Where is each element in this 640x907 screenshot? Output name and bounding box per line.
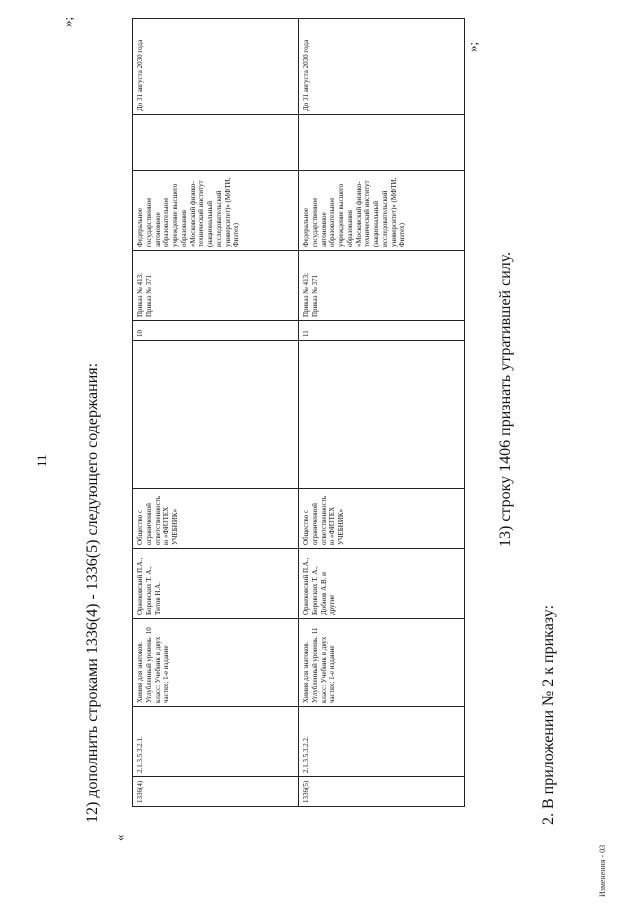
book-grade: 10 [133, 321, 299, 341]
organization: Федеральное государственное автономное образовательное учреждение высшего образования «Московский физико-технический институт (национальный исследовательский университет)» (МФТИ, Физтех) [133, 171, 299, 251]
empty-cell [133, 341, 299, 489]
order-ref: Приказ № 413; Приказ № 371 [133, 251, 299, 321]
empty-cell [299, 341, 465, 489]
validity-term: До 31 августа 2030 года [299, 19, 465, 115]
row-number: 1336(5) [299, 777, 465, 807]
organization: Федеральное государственное автономное образовательное учреждение высшего образования «Московский физико-технический институт (национальный исследовательский университет)» (МФТИ, Физтех) [299, 171, 465, 251]
validity-term: До 31 августа 2030 года [133, 19, 299, 115]
book-authors: Оржековский П.А., Боровских Т. А., Добнов А.В. и другие [299, 549, 465, 619]
amendment-table [132, 18, 465, 807]
book-publisher: Общество с ограниченной ответственностью «ФИЗТЕХ УЧЕБНИК» [299, 489, 465, 549]
book-title: Химия для знатоков. Углубленный уровень. 10 класс: Учебник в двух частях; 1-е издание [133, 619, 299, 707]
order-ref: Приказ № 413; Приказ № 371 [299, 251, 465, 321]
book-grade: 11 [299, 321, 465, 341]
book-title: Химия для знатоков. Углубленный уровень. 11 класс: Учебник в двух частях; 1-е издание [299, 619, 465, 707]
item-2-text: 2. В приложении № 2 к приказу: [540, 604, 557, 825]
empty-cell [133, 115, 299, 171]
row-number: 1336(4) [133, 777, 299, 807]
section-heading-12: 12) дополнить строками 1336(4) - 1336(5) следующего содержания: [84, 362, 101, 823]
table-row [299, 19, 465, 807]
book-authors: Оржековский П.А., Боровских Т. А., Титов Н.А. [133, 549, 299, 619]
footer-note: Изменения - 03 [598, 844, 607, 897]
page-number: 11 [34, 454, 49, 467]
empty-cell [299, 115, 465, 171]
quote-open: « [112, 834, 127, 841]
book-publisher: Общество с ограниченной ответственностью «ФИЗТЕХ УЧЕБНИК» [133, 489, 299, 549]
item-13-text: 13) строку 1406 признать утратившей силу. [497, 251, 514, 547]
row-code: 2.1.3.5.3.2.1. [133, 707, 299, 777]
quote-close-row-1: »; [60, 16, 75, 27]
quote-close-row-2: »; [465, 41, 480, 52]
row-code: 2.1.3.5.3.2.2. [299, 707, 465, 777]
table-row [133, 19, 299, 807]
